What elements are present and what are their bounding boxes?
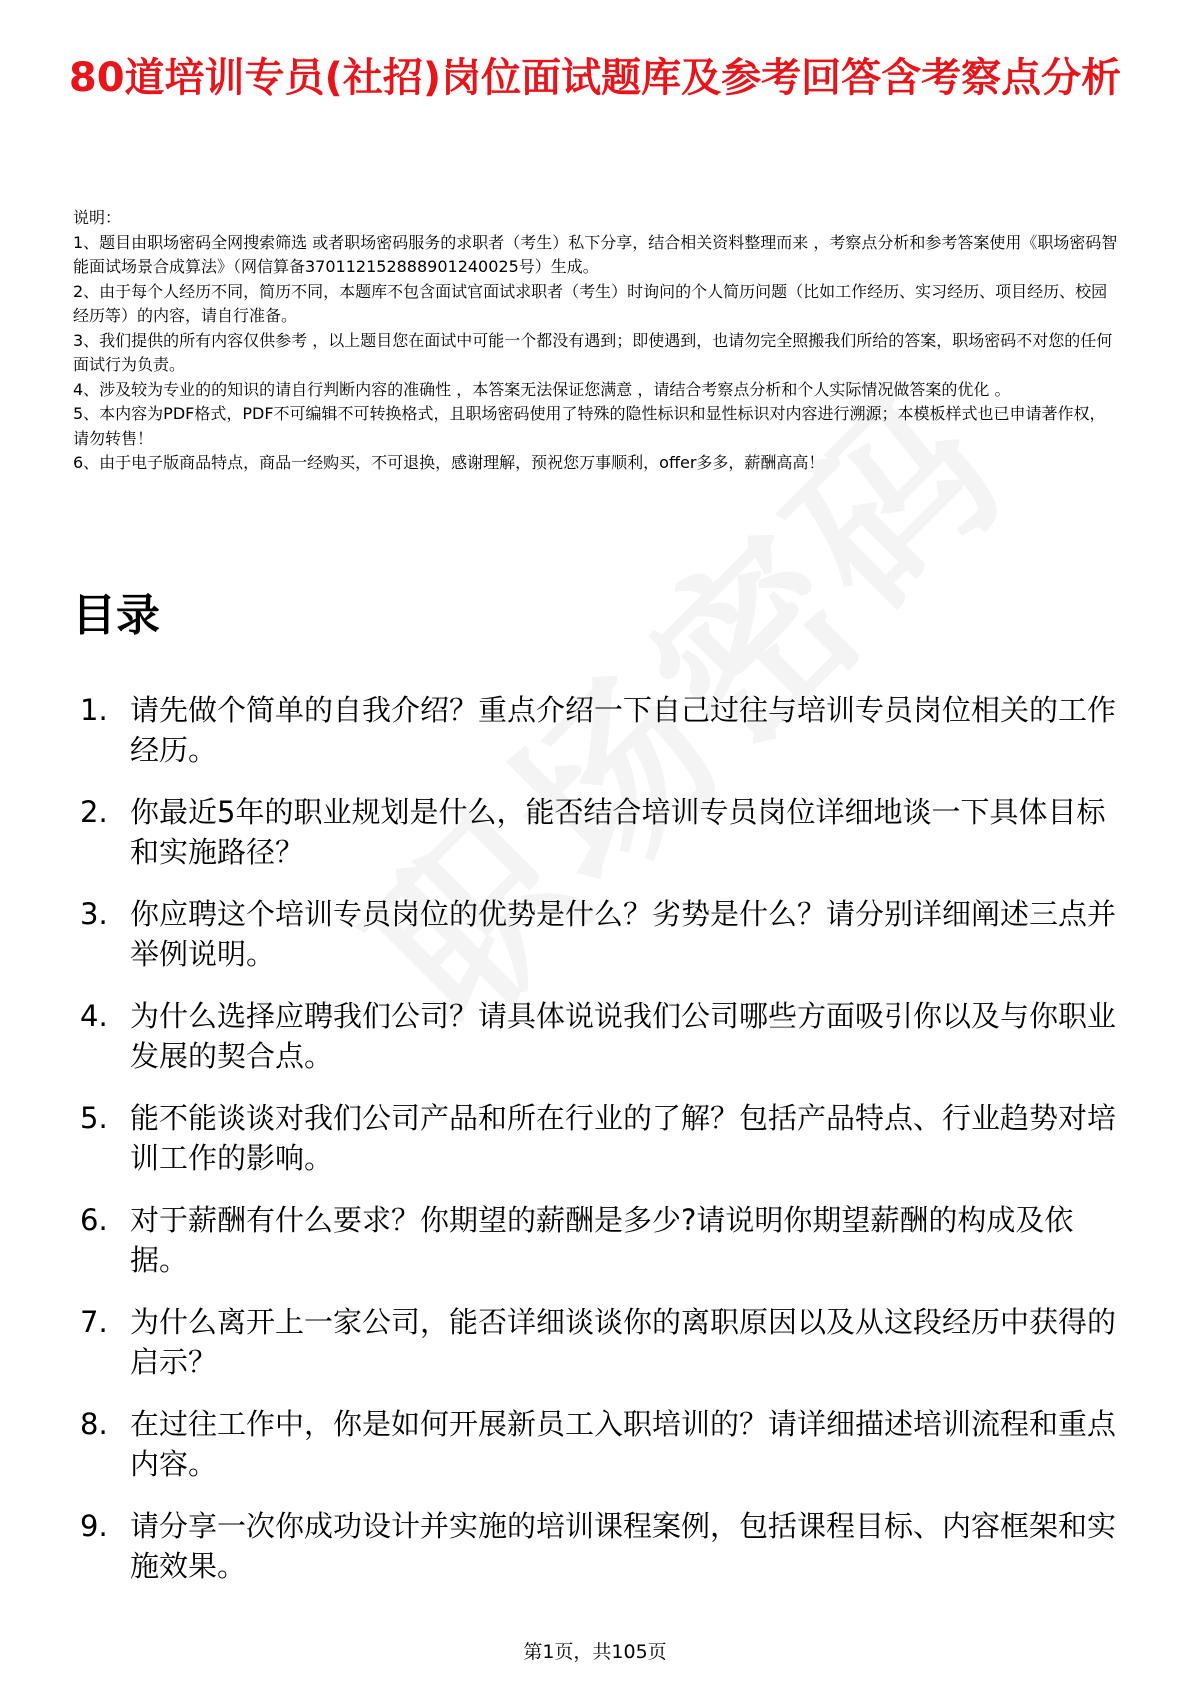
note-item: 1、题目由职场密码全网搜索筛选 或者职场密码服务的求职者（考生）私下分享，结合相关资料整理而来 ，考察点分析和参考答案使用《职场密码智能面试场景合成算法》（网信算备370112152888901240025号）生成。 bbox=[73, 232, 1118, 276]
note-item: 4、涉及较为专业的的知识的请自行判断内容的准确性 ，本答案无法保证您满意 ，请结合考察点分析和个人实际情况做答案的优化 。 bbox=[73, 379, 1011, 399]
note-item: 5、本内容为PDF格式，PDF不可编辑不可转换格式，且职场密码使用了特殊的隐性标识和显性标识对内容进行溯源；本模板样式也已申请著作权，请勿转售！ bbox=[73, 404, 1106, 448]
toc-heading: 目录 bbox=[72, 590, 160, 641]
toc-item-number: 9. bbox=[80, 1509, 108, 1543]
toc-item[interactable] bbox=[80, 1302, 1130, 1382]
toc-item-text: 请先做个简单的自我介绍？重点介绍一下自己过往与培训专员岗位相关的工作经历。 bbox=[130, 693, 1117, 767]
toc-item-number: 1. bbox=[80, 693, 108, 727]
toc-item-text: 你最近5年的职业规划是什么，能否结合培训专员岗位详细地谈一下具体目标和实施路径？ bbox=[130, 795, 1106, 869]
toc-item-text: 你应聘这个培训专员岗位的优势是什么？劣势是什么？请分别详细阐述三点并举例说明。 bbox=[130, 897, 1117, 971]
page-footer: 第1页，共105页 bbox=[523, 1641, 667, 1663]
toc-item-number: 4. bbox=[80, 999, 108, 1033]
note-item: 3、我们提供的所有内容仅供参考 ，以上题目您在面试中可能一个都没有遇到；即使遇到，也请勿完全照搬我们所给的答案，职场密码不对您的任何面试行为负责。 bbox=[73, 330, 1113, 374]
toc-item[interactable] bbox=[80, 1098, 1130, 1178]
toc-item[interactable] bbox=[80, 1404, 1130, 1484]
toc-item-number: 5. bbox=[80, 1101, 108, 1135]
toc-item-text: 为什么离开上一家公司，能否详细谈谈你的离职原因以及从这段经历中获得的启示？ bbox=[130, 1305, 1117, 1379]
note-item: 6、由于电子版商品特点，商品一经购买，不可退换，感谢理解，预祝您万事顺利，offer多多，薪酬高高！ bbox=[73, 453, 825, 472]
toc-item-text: 在过往工作中，你是如何开展新员工入职培训的？请详细描述培训流程和重点内容。 bbox=[130, 1407, 1117, 1481]
note-item: 2、由于每个人经历不同，简历不同，本题库不包含面试官面试求职者（考生）时询问的个人简历问题（比如工作经历、实习经历、项目经历、校园经历等）的内容，请自行准备。 bbox=[73, 281, 1108, 325]
toc-item-text: 对于薪酬有什么要求？你期望的薪酬是多少?请说明你期望薪酬的构成及依据。 bbox=[130, 1203, 1074, 1277]
toc-item-text: 为什么选择应聘我们公司？请具体说说我们公司哪些方面吸引你以及与你职业发展的契合点。 bbox=[130, 999, 1117, 1073]
toc-item-text: 请分享一次你成功设计并实施的培训课程案例，包括课程目标、内容框架和实施效果。 bbox=[130, 1509, 1117, 1583]
toc-item-number: 7. bbox=[80, 1305, 108, 1339]
notes-label: 说明： bbox=[73, 208, 122, 227]
toc-item[interactable] bbox=[80, 996, 1130, 1076]
toc-list bbox=[80, 690, 1130, 1608]
toc-item-number: 3. bbox=[80, 897, 108, 931]
toc-item[interactable] bbox=[80, 690, 1130, 770]
notes-section bbox=[73, 206, 1118, 476]
toc-item-number: 8. bbox=[80, 1407, 108, 1441]
toc-item-number: 2. bbox=[80, 795, 108, 829]
toc-item[interactable] bbox=[80, 1506, 1130, 1586]
toc-item-text: 能不能谈谈对我们公司产品和所在行业的了解？包括产品特点、行业趋势对培训工作的影响。 bbox=[130, 1101, 1117, 1175]
toc-item[interactable] bbox=[80, 792, 1130, 872]
toc-item[interactable] bbox=[80, 1200, 1130, 1280]
toc-item[interactable] bbox=[80, 894, 1130, 974]
toc-item-number: 6. bbox=[80, 1203, 108, 1237]
document-title: 80道培训专员(社招)岗位面试题库及参考回答含考察点分析 bbox=[68, 55, 1122, 101]
